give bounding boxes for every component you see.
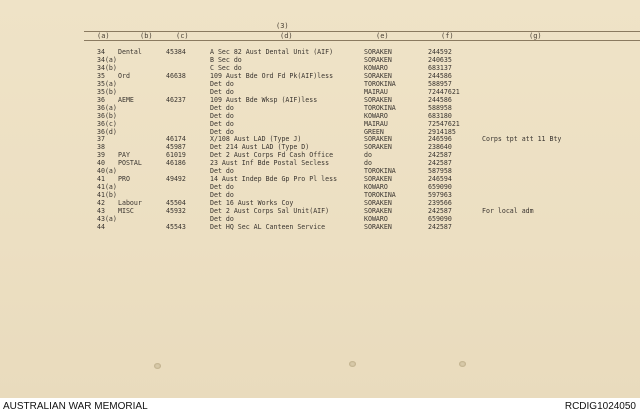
cell-a: 36(b) [97, 111, 117, 120]
cell-a: 34(a) [97, 55, 117, 64]
punch-hole [154, 363, 161, 369]
cell-e: KOWARO [364, 111, 388, 120]
column-header-d: (d) [280, 32, 293, 40]
table-row [0, 167, 640, 175]
table-row [0, 191, 640, 199]
cell-f: 72547621 [428, 119, 460, 128]
cell-e: SORAKEN [364, 175, 392, 184]
table-row [0, 128, 640, 136]
column-header-b: (b) [140, 32, 153, 40]
table-row [0, 159, 640, 167]
footer-reference: RCDIG1024050 [564, 401, 636, 412]
cell-d: C Sec do [210, 63, 242, 72]
cell-e: MAIRAU [364, 87, 388, 96]
table-row [0, 151, 640, 159]
cell-a: 35 [97, 71, 105, 80]
table-row [0, 80, 640, 88]
table-row [0, 72, 640, 80]
cell-e: TOROKINA [364, 191, 396, 200]
table-row [0, 215, 640, 223]
cell-a: 42 [97, 199, 105, 208]
table-row [0, 175, 640, 183]
cell-d: A Sec 82 Aust Dental Unit (AIF) [210, 48, 334, 56]
cell-f: 239566 [428, 199, 452, 208]
cell-f: 242587 [428, 222, 452, 231]
column-header-f: (f) [441, 32, 454, 40]
cell-f: 242587 [428, 159, 452, 168]
column-header-e: (e) [376, 32, 389, 40]
cell-d: X/108 Aust LAD (Type J) [210, 135, 302, 144]
cell-d: Det do [210, 127, 234, 136]
column-header-a: (a) [97, 32, 110, 40]
cell-f: 244586 [428, 71, 452, 80]
cell-a: 36(c) [97, 119, 117, 128]
cell-c: 46638 [166, 71, 186, 80]
cell-f: 242587 [428, 151, 452, 160]
cell-c: 45504 [166, 199, 186, 208]
cell-g: For local adm [482, 207, 534, 215]
column-group-header: (3) [276, 22, 289, 30]
cell-g: Corps tpt att 11 Bty [482, 135, 562, 144]
cell-f: 246596 [428, 135, 452, 144]
cell-a: 41(b) [97, 191, 117, 200]
cell-b: POSTAL [118, 159, 142, 168]
cell-d: B Sec do [210, 55, 242, 64]
table-row [0, 199, 640, 207]
cell-e: TOROKINA [364, 167, 396, 176]
cell-e: KOWARO [364, 214, 388, 223]
cell-d: 109 Aust Bde Wksp (AIF)less [210, 95, 318, 104]
cell-e: KOWARO [364, 183, 388, 192]
cell-c: 46186 [166, 159, 186, 168]
cell-f: 246594 [428, 175, 452, 184]
table-row [0, 207, 640, 215]
cell-b: Labour [118, 199, 142, 208]
punch-hole [459, 361, 466, 367]
footer-institution: AUSTRALIAN WAR MEMORIAL [3, 401, 148, 412]
cell-a: 35(a) [97, 79, 117, 88]
table-row [0, 104, 640, 112]
table-row [0, 56, 640, 64]
cell-b: Dental [118, 48, 142, 56]
cell-a: 41(a) [97, 183, 117, 192]
table-row [0, 96, 640, 104]
cell-c: 45543 [166, 222, 186, 231]
cell-f: 238640 [428, 143, 452, 152]
cell-d: Det do [210, 214, 234, 223]
cell-f: 588957 [428, 79, 452, 88]
punch-hole [349, 361, 356, 367]
cell-d: Det HQ Sec AL Canteen Service [210, 222, 326, 231]
cell-d: Det 16 Aust Works Coy [210, 199, 294, 208]
cell-b: MISC [118, 207, 134, 215]
cell-b: PAY [118, 151, 130, 160]
cell-f: 587958 [428, 167, 452, 176]
cell-a: 43 [97, 207, 105, 215]
cell-d: Det do [210, 191, 234, 200]
column-header-c: (c) [176, 32, 189, 40]
cell-a: 34 [97, 48, 105, 56]
cell-e: SORAKEN [364, 222, 392, 231]
cell-a: 40(a) [97, 167, 117, 176]
cell-a: 44 [97, 222, 105, 231]
cell-f: 683137 [428, 63, 452, 72]
cell-e: MAIRAU [364, 119, 388, 128]
cell-d: Det do [210, 79, 234, 88]
cell-c: 45384 [166, 48, 186, 56]
cell-d: 14 Aust Indep Bde Gp Pro Pl less [210, 175, 338, 184]
cell-f: 72447621 [428, 87, 460, 96]
cell-e: SORAKEN [364, 199, 392, 208]
cell-f: 242587 [428, 207, 452, 215]
cell-b: AEME [118, 95, 134, 104]
cell-a: 38 [97, 143, 105, 152]
table-row [0, 183, 640, 191]
cell-a: 36 [97, 95, 105, 104]
cell-d: Det 2 Aust Corps Fd Cash Office [210, 151, 334, 160]
table-row [0, 48, 640, 56]
cell-b: Ord [118, 71, 130, 80]
cell-e: GREEN [364, 127, 384, 136]
column-header-g: (g) [529, 32, 542, 40]
cell-f: 244586 [428, 95, 452, 104]
cell-e: TOROKINA [364, 79, 396, 88]
cell-a: 36(a) [97, 103, 117, 112]
table-row [0, 64, 640, 72]
cell-c: 49492 [166, 175, 186, 184]
cell-a: 36(d) [97, 127, 117, 136]
header-rule-top [84, 31, 640, 32]
cell-e: KOWARO [364, 63, 388, 72]
cell-a: 39 [97, 151, 105, 160]
cell-c: 46237 [166, 95, 186, 104]
table-row [0, 112, 640, 120]
cell-a: 34(b) [97, 63, 117, 72]
cell-f: 597963 [428, 191, 452, 200]
table-row [0, 120, 640, 128]
cell-f: 240635 [428, 55, 452, 64]
cell-e: SORAKEN [364, 71, 392, 80]
cell-f: 659090 [428, 183, 452, 192]
cell-f: 244592 [428, 48, 452, 56]
cell-d: Det 214 Aust LAD (Type D) [210, 143, 310, 152]
cell-a: 43(a) [97, 214, 117, 223]
cell-c: 61019 [166, 151, 186, 160]
cell-f: 588958 [428, 103, 452, 112]
header-rule-bottom [84, 40, 640, 41]
cell-c: 45932 [166, 207, 186, 215]
cell-a: 41 [97, 175, 105, 184]
cell-e: SORAKEN [364, 95, 392, 104]
table-row [0, 88, 640, 96]
cell-d: Det do [210, 119, 234, 128]
cell-a: 40 [97, 159, 105, 168]
cell-d: 23 Aust Inf Bde Postal Secless [210, 159, 330, 168]
cell-f: 2914185 [428, 127, 456, 136]
cell-d: Det do [210, 167, 234, 176]
cell-d: Det do [210, 87, 234, 96]
cell-d: Det 2 Aust Corps Sal Unit(AIF) [210, 207, 330, 215]
cell-d: 109 Aust Bde Ord Fd Pk(AIF)less [210, 71, 334, 80]
cell-e: SORAKEN [364, 55, 392, 64]
cell-e: TOROKINA [364, 103, 396, 112]
cell-d: Det do [210, 111, 234, 120]
cell-a: 37 [97, 135, 105, 144]
cell-f: 659090 [428, 214, 452, 223]
cell-e: do [364, 151, 372, 160]
cell-f: 683180 [428, 111, 452, 120]
cell-d: Det do [210, 183, 234, 192]
cell-a: 35(b) [97, 87, 117, 96]
table-row [0, 223, 640, 231]
cell-d: Det do [210, 103, 234, 112]
cell-b: PRO [118, 175, 130, 184]
cell-e: SORAKEN [364, 143, 392, 152]
table-row [0, 135, 640, 143]
cell-e: SORAKEN [364, 48, 392, 56]
cell-c: 45987 [166, 143, 186, 152]
cell-e: SORAKEN [364, 135, 392, 144]
cell-e: SORAKEN [364, 207, 392, 215]
cell-c: 46174 [166, 135, 186, 144]
table-row [0, 143, 640, 151]
cell-e: do [364, 159, 372, 168]
